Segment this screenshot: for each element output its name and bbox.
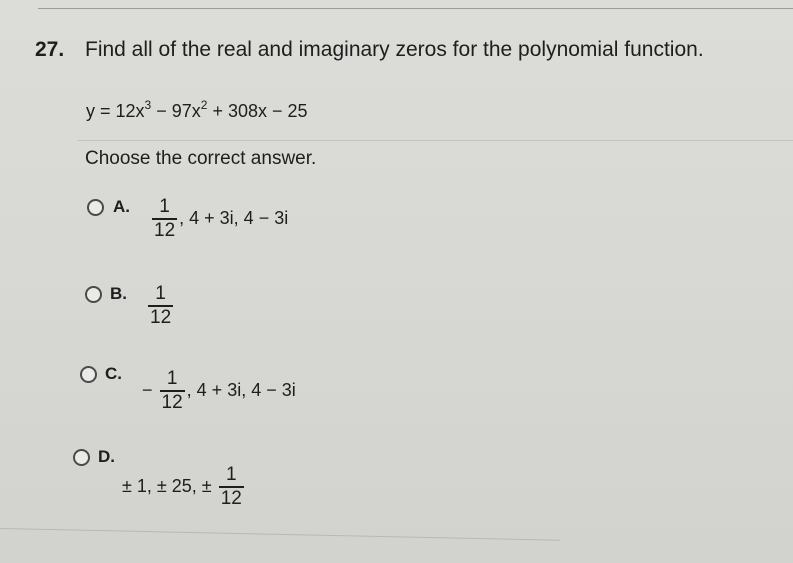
polynomial-equation <box>86 98 308 122</box>
option-d-prefix: ± 1, ± 25, ± <box>122 475 212 496</box>
option-b-fraction <box>148 283 173 329</box>
option-c-radio[interactable] <box>80 366 97 383</box>
option-d-frac-den: 12 <box>220 488 242 509</box>
equation-term-2: − 97x <box>151 101 201 121</box>
option-b-answer <box>146 283 175 329</box>
option-a-fraction <box>152 196 177 242</box>
top-divider <box>38 8 793 9</box>
option-d-fraction <box>219 464 244 510</box>
answer-instruction: Choose the correct answer. <box>85 148 317 169</box>
option-d-letter: D. <box>98 447 115 466</box>
option-c-suffix: , 4 + 3i, 4 − 3i <box>186 379 296 400</box>
question-text: Find all of the real and imaginary zeros for the polynomial function. <box>85 38 704 61</box>
equation-exponent-3: 3 <box>144 98 152 112</box>
option-d-radio[interactable] <box>73 449 90 466</box>
option-c-frac-num: 1 <box>160 368 185 392</box>
option-c-answer <box>142 368 296 414</box>
equation-tail: + 308x − 25 <box>207 101 308 121</box>
option-a-letter: A. <box>113 197 130 216</box>
equation-lhs: y = 12x <box>86 101 145 121</box>
option-c-prefix: − <box>142 379 153 400</box>
option-a-frac-num: 1 <box>152 196 177 220</box>
option-b-radio[interactable] <box>85 286 102 303</box>
option-a-answer <box>150 196 288 242</box>
option-c-fraction <box>160 368 185 414</box>
equation-exponent-2: 2 <box>200 98 208 112</box>
option-b-frac-den: 12 <box>150 307 172 328</box>
option-d-answer <box>122 464 246 510</box>
option-b-letter: B. <box>110 284 127 303</box>
option-a-suffix: , 4 + 3i, 4 − 3i <box>179 207 289 228</box>
section-divider <box>78 140 793 141</box>
question-number: 27. <box>35 38 65 61</box>
option-c-frac-den: 12 <box>161 392 183 413</box>
option-c-letter: C. <box>105 364 122 383</box>
option-d-frac-num: 1 <box>219 464 244 488</box>
option-a-frac-den: 12 <box>154 220 176 241</box>
option-a-radio[interactable] <box>87 199 104 216</box>
option-b-frac-num: 1 <box>148 283 173 307</box>
bottom-divider <box>0 528 560 541</box>
